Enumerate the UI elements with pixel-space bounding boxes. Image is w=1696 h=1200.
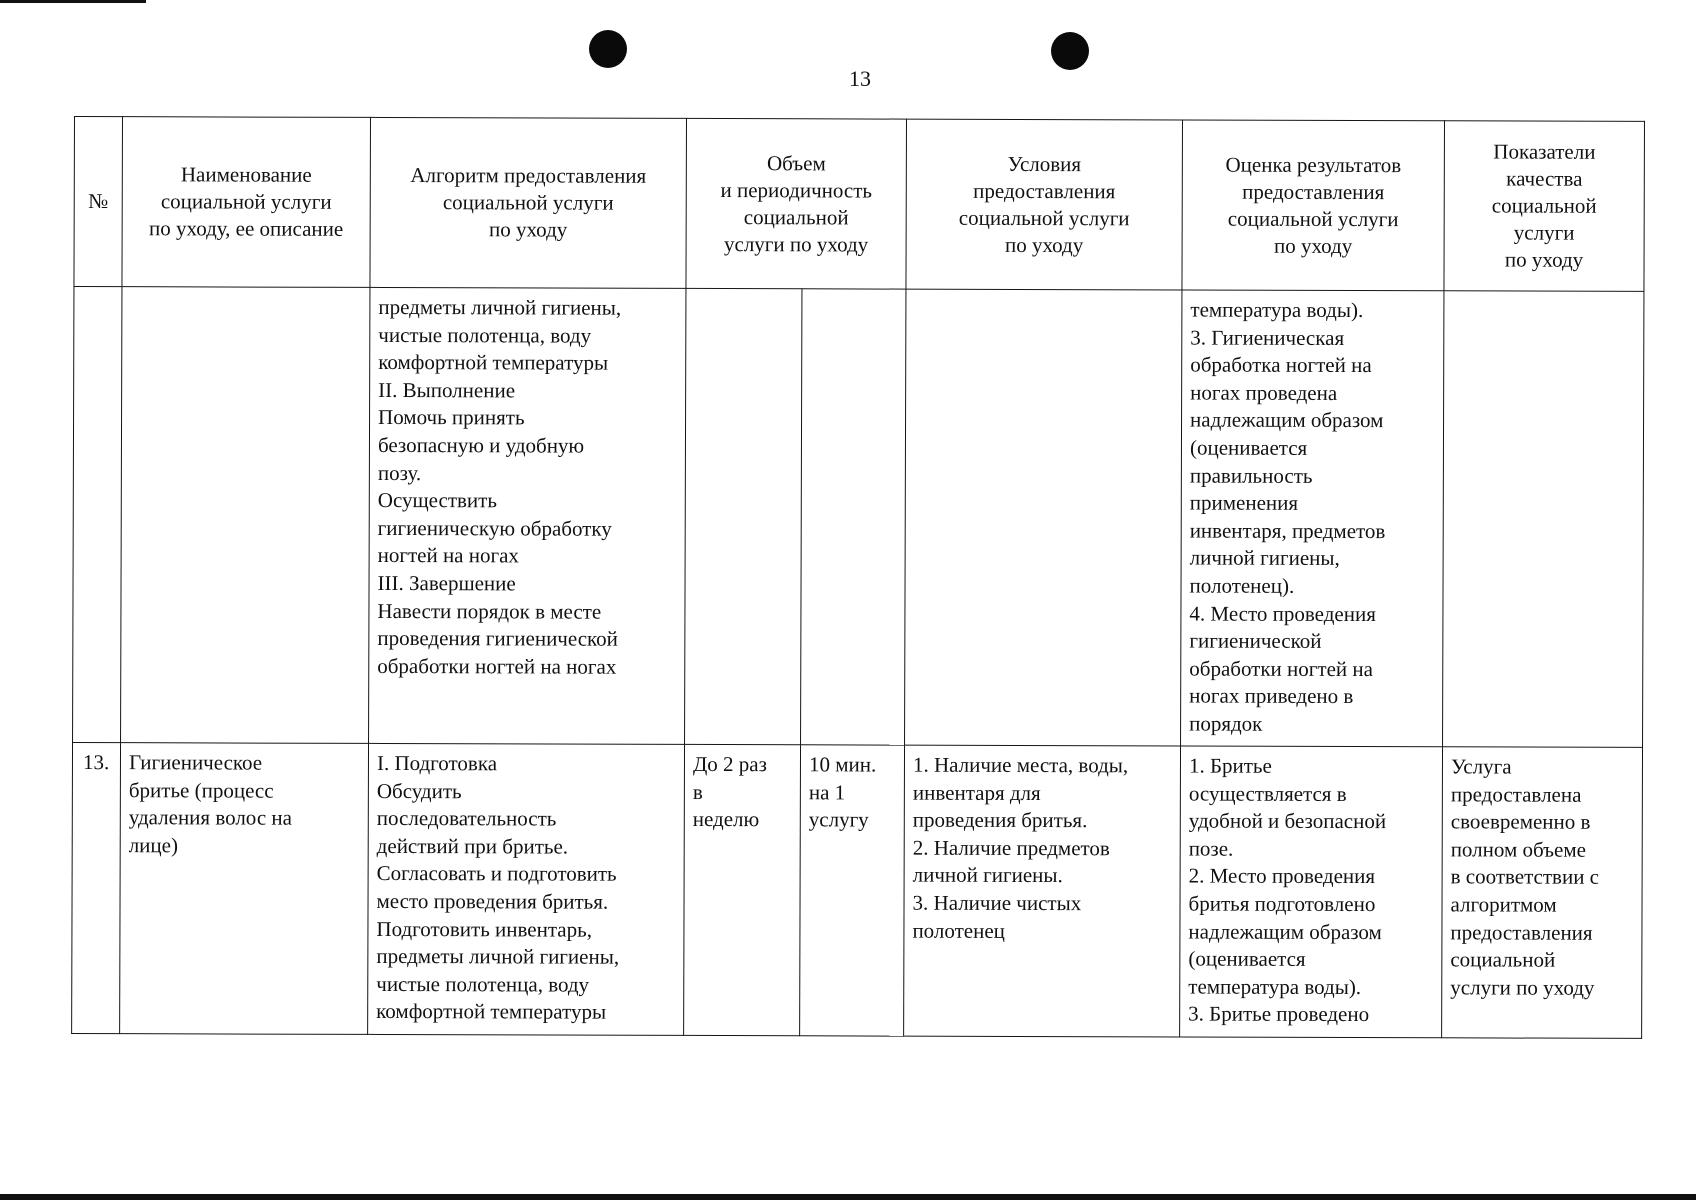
header-algorithm: Алгоритм предоставления социальной услуги по уходу [370, 117, 687, 288]
header-service-name: Наименование социальной услуги по уходу, ее описание [122, 117, 371, 288]
cell-algorithm: предметы личной гигиены, чистые полотенца, воду комфортной температуры II. Выполнение Помочь принять безопасную и удобную позу. Осуществить гигиеническую обработку ногтей на ногах III. Завершение Навести порядок в месте проведения гигиенической обработки ногтей на ногах [369, 287, 686, 744]
cell-evaluation: 1. Бритье осуществляется в удобной и безопасной позе. 2. Место проведения бритья подготовлено надлежащим образом (оценивается температура воды). 3. Бритье проведено [1180, 746, 1443, 1038]
header-number: № [74, 117, 123, 287]
cell-frequency: До 2 раз в неделю [684, 744, 801, 1035]
bottom-edge-rule [0, 1194, 1696, 1200]
cell-service-name: Гигиеническое бритье (процесс удаления волос на лице) [120, 743, 369, 1035]
cell-conditions [905, 289, 1182, 746]
cell-frequency [685, 288, 802, 744]
punch-hole-right [1051, 32, 1089, 70]
cell-evaluation: температура воды). 3. Гигиеническая обработка ногтей на ногах проведена надлежащим образом (оценивается правильность применения инвентаря, предметов личной гигиены, полотенец). 4. Место проведения гигиенической обработки ногтей на ногах приведено в порядок [1181, 290, 1444, 747]
table-row [72, 742, 1643, 1038]
cell-number [73, 287, 122, 743]
punch-hole-left [589, 30, 627, 68]
header-conditions: Условия предоставления социальной услуги по уходу [906, 119, 1183, 290]
services-table [71, 116, 1645, 1039]
header-evaluation: Оценка результатов предоставления социальной услуги по уходу [1182, 120, 1445, 291]
header-volume-frequency: Объем и периодичность социальной услуги по уходу [686, 118, 907, 289]
cell-algorithm: I. Подготовка Обсудить последовательность действий при бритье. Согласовать и подготовить место проведения бритья. Подготовить инвентарь, предметы личной гигиены, чистые полотенца, воду комфортной температуры [368, 743, 685, 1035]
cell-conditions: 1. Наличие места, воды, инвентаря для проведения бритья. 2. Наличие предметов личной гигиены. 3. Наличие чистых полотенец [904, 745, 1181, 1037]
cell-duration [801, 289, 906, 745]
page-number: 13 [849, 66, 871, 91]
header-quality: Показатели качества социальной услуги по уходу [1444, 121, 1645, 292]
cell-number: 13. [72, 742, 121, 1033]
cell-duration: 10 мин. на 1 услугу [800, 745, 905, 1036]
table-header-row [74, 117, 1645, 292]
cell-quality [1443, 291, 1644, 748]
table-row [73, 287, 1644, 748]
cell-service-name [121, 287, 370, 744]
top-edge-rule [0, 0, 146, 3]
cell-quality: Услуга предоставлена своевременно в полном объеме в соответствии с алгоритмом предоставления социальной услуги по уходу [1442, 747, 1643, 1039]
